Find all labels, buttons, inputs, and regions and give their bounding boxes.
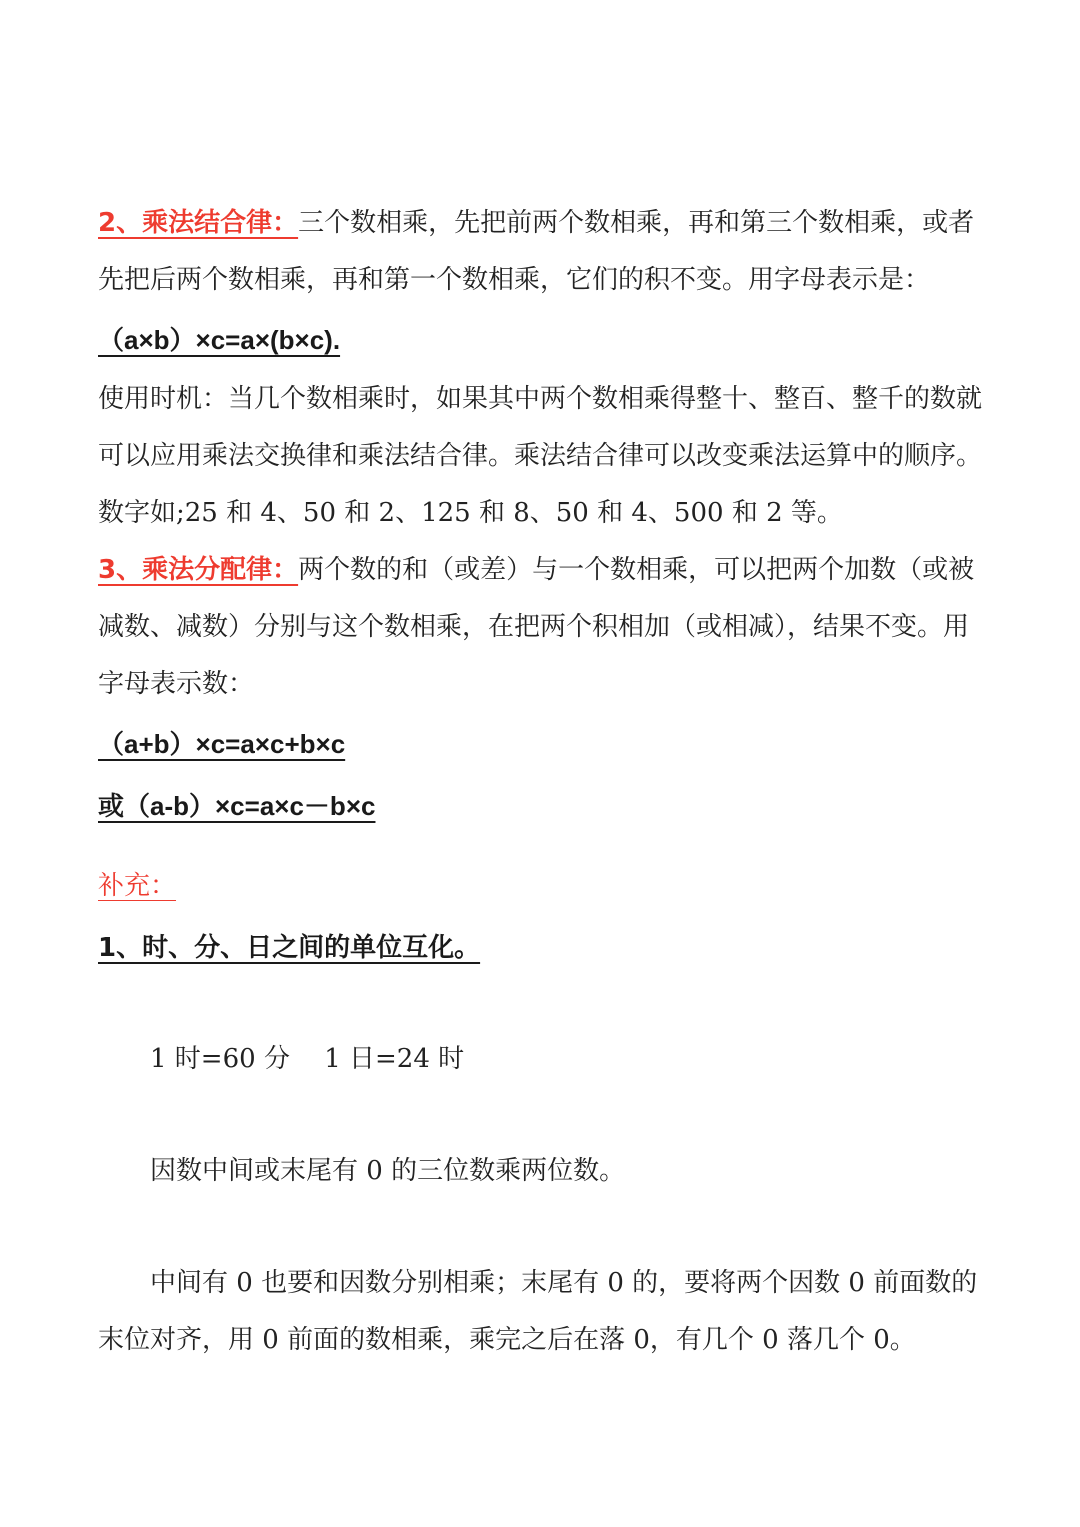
supplement-label bbox=[98, 855, 988, 917]
section2-paragraph bbox=[98, 195, 988, 309]
section3-body: 两个数的和（或差）与一个数相乘，可以把两个加数（或被减数、减数）分别与这个数相乘，在把两个积相加（或相减），结果不变。用字母表示数： bbox=[98, 555, 975, 699]
section3-heading: 3、乘法分配律： bbox=[98, 555, 299, 585]
section3-formula-1-text: （a+b）×c=a×c+b×c bbox=[98, 729, 346, 759]
section2-formula bbox=[98, 309, 988, 371]
units-line: 1 时=60 分 1 日=24 时 bbox=[150, 1044, 465, 1074]
document-page bbox=[98, 195, 988, 1369]
section3-formula-2-text: 或（a-b）×c=a×c－b×c bbox=[98, 791, 376, 821]
zero-rule-paragraph: 中间有 0 也要和因数分别相乘；末尾有 0 的，要将两个因数 0 前面数的末位对齐，用 0 前面的数相乘，乘完之后在落 0，有几个 0 落几个 0。 bbox=[98, 1268, 978, 1355]
section2-formula-text: （a×b）×c=a×(b×c). bbox=[98, 325, 341, 355]
section3-formula-1 bbox=[98, 713, 988, 775]
supplement-item1-heading bbox=[98, 917, 988, 979]
supplement-item1-heading-text: 1、时、分、日之间的单位互化。 bbox=[98, 933, 481, 963]
section3-paragraph bbox=[98, 542, 988, 713]
factor-zero-line: 因数中间或末尾有 0 的三位数乘两位数。 bbox=[150, 1156, 626, 1186]
section2-heading: 2、乘法结合律： bbox=[98, 208, 299, 238]
section2-body: 三个数相乘，先把前两个数相乘，再和第三个数相乘，或者先把后两个数相乘，再和第一个数相乘，它们的积不变。用字母表示是： bbox=[98, 208, 975, 295]
supplement-label-text: 补充： bbox=[98, 871, 177, 901]
section2-usage: 使用时机：当几个数相乘时，如果其中两个数相乘得整十、整百、整千的数就可以应用乘法交换律和乘法结合律。乘法结合律可以改变乘法运算中的顺序。数字如;25 和 4、50 和 2、125 和 8、50 和 4、500 和 2 等。 bbox=[98, 384, 983, 528]
section3-formula-2 bbox=[98, 775, 988, 837]
